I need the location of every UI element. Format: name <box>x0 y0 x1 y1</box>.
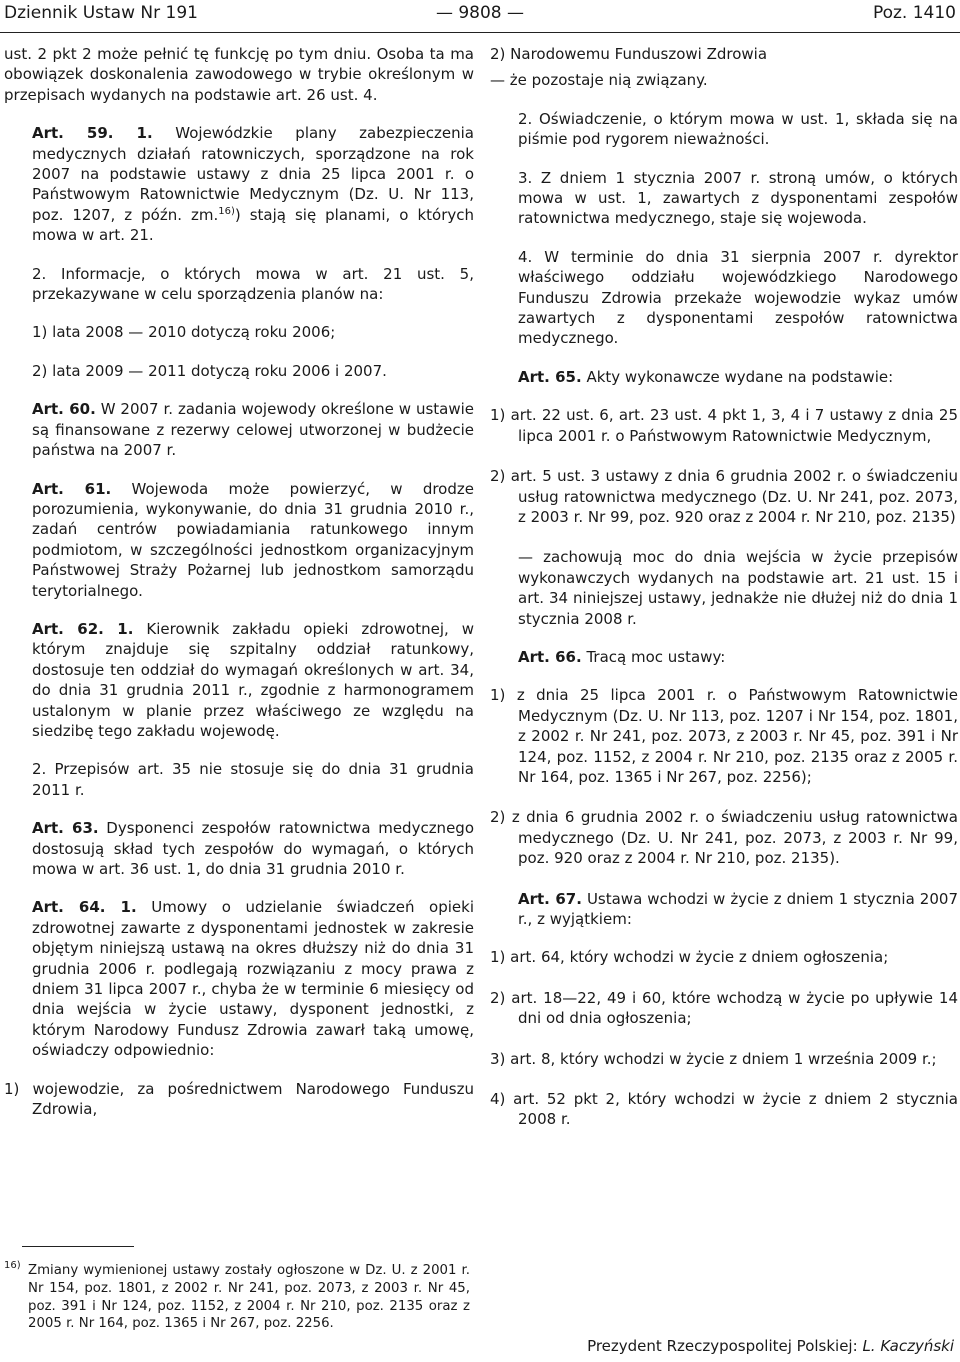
article-label: Art. 66. <box>518 647 582 666</box>
list-item: 4) art. 52 pkt 2, który wchodzi w życie z dniem 2 stycznia 2008 r. <box>490 1090 958 1129</box>
article-64-paragraph-2: 2. Oświadczenie, o którym mowa w ust. 1, składa się na piśmie pod rygorem nieważności. <box>518 109 958 149</box>
article-text: W 2007 r. zadania wojewody określone w ustawie są finansowane z rezerwy celowej utworzonej w budżecie państwa na 2007 r. <box>32 400 474 460</box>
footnote-divider <box>22 1246 134 1247</box>
list-item: 1) art. 22 ust. 6, art. 23 ust. 4 pkt 1, 3, 4 i 7 ustawy z dnia 25 lipca 2001 r. o Państwowym Ratownictwie Medycznym, <box>490 406 958 445</box>
footnote <box>4 1262 470 1333</box>
article-61 <box>4 479 474 601</box>
list-item: 1) z dnia 25 lipca 2001 r. o Państwowym Ratownictwie Medycznym (Dz. U. Nr 113, poz. 1207 i Nr 154, poz. 1801, z 2002 r. Nr 241, poz. 2073, z 2003 r. Nr 45, poz. 391 i Nr 124, poz. 1152, z 2004 r. Nr 210, poz. 2135 oraz z 2005 r. Nr 164, poz. 1365 i Nr 267, poz. 2256); <box>490 686 958 786</box>
article-label: Art. 63. <box>32 819 99 838</box>
article-text: Tracą moc ustawy: <box>586 647 726 666</box>
article-label: Art. 59. 1. <box>32 124 153 143</box>
article-63 <box>4 818 474 879</box>
article-label: Art. 65. <box>518 367 582 386</box>
article-text: ) stają się planami, o których mowa w art. 21. <box>32 205 474 245</box>
article-67 <box>490 889 958 930</box>
article-59 <box>4 123 474 245</box>
article-text: Kierownik zakładu opieki zdrowotnej, w którym znajduje się szpitalny oddział ratunkowy, dostosuje ten oddział do wymagań określonych w art. 34, do dnia 31 grudnia 2011 r., zgodnie z harmonogramem ustalonym w planie przez właściwego ze względu na siedzibę tego zakładu wojewodę. <box>32 619 474 740</box>
article-text: Wojewódzkie plany zabezpieczenia medycznych działań ratowniczych, sporządzone na rok 2007 na podstawie ustawy z dnia 25 lipca 2001 r. o Państwowym Ratownictwie Medycznym (Dz. U. Nr 113, poz. 1207, z późn. zm. <box>32 124 474 224</box>
paragraph-tail: — że pozostaje nią związany. <box>490 71 708 90</box>
list-item: 2) lata 2009 — 2011 dotyczą roku 2006 i 2007. <box>32 361 387 380</box>
article-label: Art. 62. 1. <box>32 619 134 638</box>
article-label: Art. 67. <box>518 889 582 908</box>
left-column <box>4 44 474 1139</box>
article-59-paragraph-2: 2. Informacje, o których mowa w art. 21 ust. 5, przekazywane w celu sporządzenia planów na: <box>32 264 474 304</box>
footnote-ref: 16) <box>218 205 235 217</box>
article-62 <box>4 619 474 741</box>
list-item: 1) lata 2008 — 2010 dotyczą roku 2006; <box>32 323 336 342</box>
list-item: 2) Narodowemu Funduszowi Zdrowia <box>490 45 768 63</box>
article-65 <box>490 367 958 387</box>
list-item: 3) art. 8, który wchodzi w życie z dniem 1 września 2009 r.; <box>490 1049 937 1068</box>
article-text: Dysponenci zespołów ratownictwa medycznego dostosują skład tych zespołów do wymagań, o których mowa w art. 36 ust. 1, do dnia 31 grudnia 2010 r. <box>32 819 474 878</box>
signature-name: L. Kaczyński <box>862 1337 954 1355</box>
article-64-paragraph-3: 3. Z dniem 1 stycznia 2007 r. stroną umów, o których mowa w ust. 1, zawartych z dysponentami zespołów ratownictwa medycznego, staje się wojewoda. <box>518 168 958 228</box>
article-60 <box>4 399 474 460</box>
list-item: 2) art. 5 ust. 3 ustawy z dnia 6 grudnia 2002 r. o świadczeniu usług ratownictwa medycznego (Dz. U. Nr 241, poz. 2073, z 2003 r. Nr 99, poz. 920 oraz z 2004 r. Nr 210, poz. 2135) <box>490 467 958 526</box>
signature <box>587 1337 954 1355</box>
list-item: 1) wojewodzie, za pośrednictwem Narodowego Funduszu Zdrowia, <box>4 1079 474 1119</box>
position-number: Poz. 1410 <box>872 3 956 23</box>
list-item: 1) art. 64, który wchodzi w życie z dniem ogłoszenia; <box>490 948 889 967</box>
article-64 <box>4 897 474 1060</box>
article-label: Art. 64. 1. <box>32 898 137 917</box>
paragraph-tail: — zachowują moc do dnia wejścia w życie przepisów wykonawczych wydanych na podstawie art. 21 ust. 15 i art. 34 niniejszej ustawy, jednakże nie dłużej niż do dnia 1 stycznia 2008 r. <box>518 548 958 628</box>
signature-title: Prezydent Rzeczypospolitej Polskiej: <box>587 1337 858 1355</box>
article-62-paragraph-2: 2. Przepisów art. 35 nie stosuje się do dnia 31 grudnia 2011 r. <box>32 760 474 799</box>
journal-title: Dziennik Ustaw Nr 191 <box>4 3 198 23</box>
page-header <box>0 0 960 33</box>
article-text: Umowy o udzielanie świadczeń opieki zdrowotnej zawarte z dysponentami jednostek w zakresie objętym niniejszą ustawą na okres dłuższy niż do dnia 31 grudnia 2006 r. podlegają rozwiązaniu z mocy prawa z dniem 31 lipca 2007 r., chyba że w terminie 6 miesięcy od dnia wejścia w życie ustawy, dysponent jednostki, z którym Narodowy Fundusz Zdrowia zawarł taką umowę, oświadczy odpowiednio: <box>32 898 474 1060</box>
list-item: 2) z dnia 6 grudnia 2002 r. o świadczeniu usług ratownictwa medycznego (Dz. U. Nr 241, poz. 2073, z 2003 r. Nr 99, poz. 920 oraz z 2004 r. Nr 210, poz. 2135). <box>490 808 958 868</box>
page-number: — 9808 — <box>435 3 525 23</box>
article-text: Wojewoda może powierzyć, w drodze porozumienia, wykonywanie, do dnia 31 grudnia 2010 r., zadań centrów powiadamiania ratunkowego innym podmiotom, w szczególności jednostkom organizacyjnym Państwowej Straży Pożarnej lub jednostkom samorządu terytorialnego. <box>32 479 474 600</box>
article-64-paragraph-4: 4. W terminie do dnia 31 sierpnia 2007 r. dyrektor właściwego oddziału wojewódzkiego Narodowego Funduszu Zdrowia przekaże wojewodzie wykaz umów zawartych z dysponentami zespołów ratownictwa medycznego. <box>518 247 958 348</box>
article-text: Ustawa wchodzi w życie z dniem 1 stycznia 2007 r., z wyjątkiem: <box>518 889 958 928</box>
footnote-number: 16) <box>4 1260 21 1271</box>
article-label: Art. 61. <box>32 479 112 498</box>
right-column <box>490 44 958 1150</box>
paragraph-continuation: ust. 2 pkt 2 może pełnić tę funkcję po tym dniu. Osoba ta ma obowiązek doskonalenia zawodowego w trybie określonym w przepisach wydanych na podstawie art. 26 ust. 4. <box>4 45 474 104</box>
footnote-text: Zmiany wymienionej ustawy zostały ogłoszone w Dz. U. z 2001 r. Nr 154, poz. 1801, z 2002 r. Nr 241, poz. 2073, z 2003 r. Nr 45, poz. 391 i Nr 124, poz. 1152, z 2004 r. Nr 210, poz. 2135 oraz z 2005 r. Nr 164, poz. 1365 i Nr 267, poz. 2256. <box>28 1263 470 1332</box>
article-text: Akty wykonawcze wydane na podstawie: <box>586 367 894 386</box>
article-66 <box>490 647 958 667</box>
list-item: 2) art. 18—22, 49 i 60, które wchodzą w życie po upływie 14 dni od dnia ogłoszenia; <box>490 988 958 1028</box>
article-label: Art. 60. <box>32 400 96 419</box>
